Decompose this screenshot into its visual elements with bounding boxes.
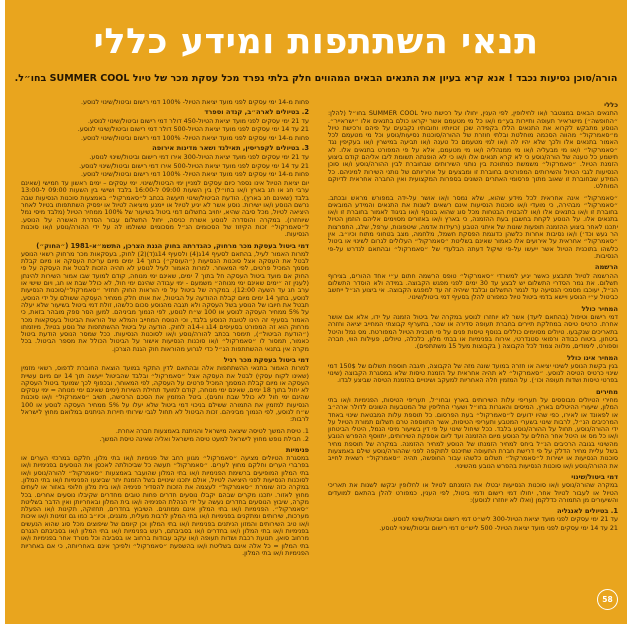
paragraph: ״סאמרקול״ אינה אחראית לכל מידע שהוא, שלא נמסר ו/או אושר על-ידה במפורש מראש ובכתב. ״סאמרקול״ מבהירה, כי מועדי ו/או סוכנות הנסיעות אינם רשאים לשנות את התנאים והמידע המובאים בחוברת זו ו/או בתנאים אלו ו/או להבטיח הבטחות מכל סוג שהוא בנוסף ו/או בניגוד לאמור בחוברת זו ו/או בתנאים אלו. על הנוסע לקחת בחשבון בעת ההזמנה, כי בארץ ו/או באזורים מסוימים אליהם הוזמן הטיול יתכנו לאחר ביצוע ההזמנה תופעות שונות של איתני הטבע (רעידות אדמה, שיטפונות, ערפל, שלג, התפרצות הר געש וכד׳) ו/או נסיבות אחרות כלשהן כדוגמת הפסקת חשמל, מלחמה, מצב בטחוני מתוח וכיו״ב. אין ״סאמרקול״ אחראית על אירועים אלו כאמור שאינם בשליטת ״סאמרקול״ העלולים לגרום לשינוי או ביטול כלשהו בתוכנית הטיול אשר ייעשו על-פי שיקול דעתה הבלעדי של ״סאמרקול״ ובהתאם לנדרש על-פי הנסיבות. [328,193,618,260]
paragraph: בגין בקשת הנוסע לשינוי יציאה או חזרה במועד שונה מזה של הקבוצה, תיגבה תוספת תשלום של 150$ דמי שינוי כרטיס הטיסה לנוסע. ״סאמרקול״ לא תהיה אחראית על הזמנת טיסות שלא במסגרת הקבוצה (שינוי בפרטי טיסות ושדות תעופה וכו׳). על המזמין חלה האחריות למעקב ושינויים בהזמנת הטיסה שביצע לבדו. [328,361,619,385]
paragraph: במקרה שהורה/נוסע ו/או סוכנות הנסיעות יבטלו את הזמנתם לטיול או לחלופין יבקשו לשנות את תאריכי הטיול או לעבור לטיול אחר, יחולו דמי רישום ודמי ביטול, לפי הענין, כמפורט להלן בהתאם למועדים והשיעורים מן התמורה כדלקמן (ואלו לא יוחזרו לנוסע): [328,481,618,504]
section-heading: המחיר כולל [581,304,618,313]
section-heading: דמי ביטול בעסקת מכר מרחוק, כהגדרתה בחוק הגנת הצרכן, התשמ״א-1981 (״החוק״) [36,241,309,250]
fee-line: עד 21 ימי עסקים לפני מועד יציאת הטיול-300 ליש״ט דמי רישום וביטול/שינוי לנוסע. [391,515,618,524]
paragraph: למרות האמור לעיל, בהתאם לסעיף 14ג(4) ולסעיף 14ג(ד)(2) לחוק, בעסקאות מכר מרחוק רשאי הנוסע לבטל את העסקה אצל סוכנות הנסיעות (״העוסק״) בתוך 14 ימים מיום עריכת העסקה או מיום קבלת מסמך המכיל פרטים, לפי המאוחר. למרות האמור לעיל לנוסע לא תהיה הזכות לבטל את העסקה על פי החוק אם מועד ביטול העסקה חל בתוך 7 ימים, שאינם ימי מנוחה, קודם למועד שבו אמור השירות להינתן (לענין זה ״ימים שאינם ימי מנוחה״ משמעם - ימי עבודה שהינם ימי חול, לא כולל שבת או חג, ויום שישי או ערב חג עד השעה 12:00). במקרה של ביטול על פי הוראות החוק תחזיר ״סאמרקול״/סוכנות הנסיעות לנוסע, בתוך 14 ימים מיום קבלת ההודעה על הביטול, את אותו חלק ממחיר העסקה ששולם על ידי הנוסע, תבטל את חיובו של הנוסע בשל העסקה ולא תגבה מהנוסע סכום כלשהו, זולת דמי ביטול בשיעור שלא יעלה על 5% ממחיר העסקה לנוסע או 100 ש״ח לנוסע, לפי הנמוך מביניהם. למען הסר ספק מובהר בזאת, כי האמור בסעיף זה הינו לטובת הנוסע בלבד, וכי הנוסח המחייב והמלא של הוראות הביטול בעסקאות מכר מרחוק הוא זה המפורט בסעיפים 14ג ו-14ה לחוק. הודעה על ביטול ההשתתפות של נוסע בטיול, מיוזמתו (״הודעת הביטול״), תימסר בכתב להורה/נוסע ו/או לסוכנות הנסיעות. ככל שמסר הנוסע הודעת ביטול כאמור, תמסור לו ״סאמרקול״ ו/או סוכנות הנסיעות אישור על הביטול הכולל את מספר הביטול. בכל מקרה אין בתנאי ההשתתפות הנ״ל כדי לגרוע מהוראות חוק הגנת הצרכן. [21,249,310,353]
fee-line: 21 עד 14 ימי עסקים לפני מועד יציאת הטיול-500 אירו דמי רישום וביטול/שינוי לנוסע. [79,161,309,170]
paragraph: במסגרת הטיולים מציעה ״סאמרקול״ מגוון רחב של פנימיות ו/או בתי מלון, חלקם במרכזי הערים או בפרברי הערים וחלקם מחוץ לערים. ״סאמרקול״ תעשה כל שביכולתה לאכסן את הנוסעים בפנימיות ו/או בתי המלון המופיעים ברשימת הפנימיות ו/או בתי המלון שהועבר באמצעות ״סאמרקול״ להורה/נוסע ו/או לסוכנות הנסיעות לפני היציאה לטיול, אולם יתכנו שינויים בשל הזמנת יתר שביצעו הפנימיות ו/או בתי המלון. במקרה כזה שומרת ״סאמרקול״ לעצמה את הזכות להסדיר פנימיה ו/או בית מלון חלופי באזור או לעתים מחוץ לאזור. יתכנו מקרים שבהם יקבלו נוסעים חדרים פחות טובים מחדרים שקיבלו נוסעים אחרים. בכל מקרה, שיבוץ הנוסעים בחדרים נעשה על ידי הנהלת הפנימיה ו/או בית המלון ובאחריותן ואין הדבר בשליטת ״סאמרקול״. הפנימיות ו/או בתי המלון אינם ממוזגים. השיבוץ בחדרים, תחזוקה, תקינות ו/או הפעלת מערכות, שירותים ומתקנים בפנימיות ו/או בתי המלון לרבות מעלית, מזגנים, וכיו״ב כמו גם זמינות ו/או איכות ו/או טיב השירותים והמזון הניתנים בפנימיות ו/או בתי המלון וכן קיומם של שיפוצים מכל סוג שהוא הנעשים בפנימיות ו/או בתי המלון ו/או בחדרים ו/או בסביבתם, רעש בפנימיות ו/או בתי המלון ו/או בסביבתם הנגרם מרחוב סואן, תנועת רכבת ושדות תעופה ו/או עקב עבודות ברחוב או בסביבה וכל מטרד אחר בפנימיות ו/או בתי המלון = כל אלה אינם בשליטת ו/או בהשפעת ״סאמרקול״ ולפיכך אינם באחריותה, כי אם באחריות הפנימיות ו/או בתי המלון. [21,454,309,557]
fee-line: עד 21 ימי עסקים לפני מועד יציאת הטיול-450 דולר דמי רישום וביטול/שינוי לנוסע. [87,116,309,125]
section-heading: 2. בטיולים לארה״ב, קנדה וספרד [204,108,309,117]
fee-line: 1. טיסת המשך לטיסה שיצאה מישראל והניתנת באמצעות חברה אחרת. [115,426,309,435]
section-heading: מחירים [595,387,618,396]
section-heading: 3. בטיולים לקפריסין, תאילנד ושאר מדינות אירופה [152,144,309,153]
section-heading: דמי ביטול בעסקת מכר רגיל [223,356,309,364]
page-number-badge: 58 [597,589,618,610]
paragraph: התנאים הבאים במצטבר ו/או לחילופין, לפי הענין, יחולו על רכישת טיול SUMMER COOL בחו״ל (להלן: ״החופשה״) מישראייר תעופה ותיירות בע״מ ו/או כל מי מטעמם אשר יקראו כולם בתנאים אלו ״ישראייר״. הנוסע מתבקש לקרוא את התנאים הללו בקפידה שכן זכויותיו וחובותיו נקבעים על פיהם ורכישת טיול מ״סאמרקול״ מהווה הסכמה מוחלטת ובלתי חוזרת של ההורה/סוכנות נסיעות/נוסע וכל מי מטעמם לכל האמור בתנאים אלו ולכך שלא יהיו לה ו/או למי מטעמם כל טענה ו/או תביעה במישרין ו/או בעקיפין נגד ״סאמרקול״ ו/או מי מבעליה ו/או מי ממנהליה ו/או מי מטעמם, אלא על פי המפורט בתנאים אלו. לא תישמע כל טענה של הורה/נוסע כי לא קרא תנאים אלו ו/או כי לא הופנתה תשומת ליבו אליהם קודם ביצוע הזמנת הטיול. ״סאמרקול״ משמשת כמתווכת בין נותני השירותים שבחוברת לבין ההורה/נוסע ו/או סוכן הנסיעות לגבי הטיול והשירותים המפורטים בחוברת זו ומבצעים על אחריותם של נותני השירות למיניהם. כל המידע שבחוברת זו שאוב מתוך פרסומי האתרים השונים בספרות המקצועית ואין החברה אחראית לדיוקם המוחלט. [328,109,618,191]
section-heading: המחיר אינו כולל [566,353,618,362]
paragraph: למרות האמור בתנאי ההשתתפות אלה ובהתאם לדין התקף במועד הוצאת החוברת לדפוס, רשאי מזמין (שאינו לקוח עסקי) לבטל את העסקה אצל ״סאמרקול״ ובלבד שהביטול ייעשה תוך 14 יום מיום עשיית העסקה או מיום קבלת המסמך המכיל פרטים על העסקה, לפי המאוחר, ובכפוף לכך שמועד ביטול העסקה לא יחול בתוך 18 ימים, שאינם ימי מנוחה, קודם למועד תחילת השירות (ימים שאינם ימי מנוחה = ימי עסקים שהינם ימי חול לא כולל שבת וחגים). ביטל המזמין את הסכם הרכישה, תשיב ״סאמרקול״ ו/או סוכנות הנסיעות למזמין את התמורה ששילם בניכוי דמי ביטול שלא יעלו על 5% ממחיר העסקה לנוסע או 100 ש״ח לנוסע, לפי הנמוך מביניהם. זכות הביטול לא תחול לגבי שירותי תיירות הניתנים במלואם מחוץ לישראל לרבות: [21,364,310,424]
column-right [328,99,618,534]
fee-line: 2. חבילת נופש מחוץ לישראל למעט טיסה מישראל ואליה שאינה טיסת המשך. [99,435,309,444]
paragraph: דמי רישום וטיפול (בהתאם ליעד) אשר לא יוחזרו לנוסע במקרה של ביטול הזמנה על ידו, אלא אם אושר אחרת. כרטיס טיסה במחלקת תיירים בחברת תעופה סדירה או שכר, בתעריף קבוצתי המחייב יציאה וחזרה בתאריכים שנקבעו. טיולים מסוימים כוללים בנוסף טיסות פנים על פי תוכנית הטיול המפורטת. מס נמל והיטל ביטחון, ביטוח כבודה ורפואי סטנדרטי, אירוח בפנימיות או בבתי מלון, כלכלה, טיולים, פעילות הווי, חברה וספורט, לימודים, מלווה צמוד לכל הקבוצה ( בקבוצות מעל 15 משתתפים). [328,313,618,351]
page [5,0,627,624]
paragraph: יום יציאת הטיול אינו נספר כיום עסקים למניין ימי הביטול/שינוי. ימי עסקים – ימים ראשון עד חמישי (שאינם ערבי חג או חג בארץ ו/או בחו״ל) בין השעות 09:00 ל-16:00 בלבד ושישי בין השעות 09:00 ל-13:00 בלבד (שאינם חג בארץ). הודעת הביטול/שינוי תיעשה בכתב ל״סאמרקול״ באמצעות סוכנות הנסיעות שבה נרשם הנוסע ו/או ישירות. נוסע אשר לא יגיע לטיול או יימנע מיציאה לטיול או יפסיק השתתפותו בטיול לאחר היציאה לטיול, מכל סיבה שהיא, יחויב בתשלום דמי ביטול בשיעור של 100% ממחיר הטיול (מלבד מיסי נמל שיוחזרו). במקרה והוסדרה לנוסע אשרת כניסה, יחול התשלום עבור הסדרת האשרה על הנוסע. ל״סאמרקול״ זכות הקיזוז של הסכומים הנ״ל מסכומים ששולמו לה על ידי ההורה/נוסע ו/או סוכנות הנסיעות. [21,179,309,239]
page-subtitle: הורה/סוכן נסיעות נכבד ! אנא קרא בעיון את התנאים הבאים המהווים חלק בלתי נפרד מכל עסקת מכר של טיול SUMMER COOL בחו״ל. [14,73,618,84]
section-heading: 1. בטיולים לאנגליה [557,507,618,516]
fee-line: פחות מ-14 ימי עסקים לפני מועד יציאת הטיול- 100% דמי רישום וביטול/שינוי לנוסע. [81,134,309,143]
section-heading: כללי [604,101,618,109]
paragraph: מחירי הטיולים מבוססים על תעריפי עלות השירותים בארץ ובחו״ל, תעריפי הטיסות, הפנימיות ו/או בתי המלון, שיעורי ההיטלים בארץ, המיסים והאגרות בחו״ל ושערי החליפין של המטבעות השונים לדולר ארה״ב או לפאונד או לאירו, כפי שהיו ידועים ל״סאמרקול״ בעת הפרסום. כל תוספת עלות המבטאת שינוי באחד המרכיבים הנ״ל, לרבות שינוי בשערי המטבע ותעריפי הטיסות, אשר התווספה טרם תשלום תמורת הטיול על ידי ההורה/נוסע, תחול על ההורה/נוסע בלבד. ככל שיחול שינוי על פי דין בשיעור מיסי הנמל, היטלי הביטחון ו/או כל מס או היטל אחר החלים על הנוסע מיום ההזמנה ועד ליום אספקת השירותים, יתווסף ההפרש הנובע מהשינוי בגובה הרכיבים הנ״ל ביחס למחיר הזמנתו של הנוסע למחיר ההזמנה. במקרה של תוספת מחיר בשל עליית מחיר הדלק על פי דרישת חברת התעופה שתיכנס לתוקפה לפני שההורה/נוסע שילם באמצעות סוכנות הנסיעות או ישירות ל״סאמרקול״ תשלום כלשהו עבור החופשה, תהיה ״סאמרקול״ רשאית לחייב את ההורה/נוסע ו/או סוכנות הנסיעות בהפרש הנובע מהשינוי. [328,395,618,470]
section-heading: דמי ביטול/שינוי [571,472,618,481]
paragraph: ההרשמה לטיול תתבצע כאשר יגיע למשרדי ״סאמרקול״ טופס הרשמה חתום ע״י אחד ההורים, בצירוף תשלום. את גמר הסדרי התשלום יש לבצע עד 30 ימים לפני מפגש הקבוצה. במידה ולא הוסדר התשלום הנ״ל, יעוכבו מסמכי הנסיעה עד לגמר התשלום ובלבד שיהיה זה עד למפגש הקבוצה. אי ביצוע הנ״ל ייחשב כביטול ע״י הנוסע ויישא בדמי ביטול טיול כמפורט להלן בסעיף דמי ביטול/שינוי. [328,271,619,302]
fee-line: 21 עד 14 ימי עסקים לפני מועד יציאת הטיול- 500 ליש״ט דמי רישום וביטול/שינוי לנוסע. [379,524,618,533]
section-heading: הרשמה [594,263,618,272]
fee-line: עד 21 ימי עסקים לפני מועד יציאת הטיול-300 אירו דמי רישום וביטול/שינוי לנוסע. [89,152,309,161]
fee-line: 21 עד 14 ימי עסקים לפני מועד יציאת הטיול-500 דולר דמי רישום וביטול/שינוי לנוסע. [77,125,309,134]
fee-line: פחות מ-14 ימי עסקים לפני מועד יציאת הטיול- 100% דמי רישום וביטול/שינוי לנוסע. [81,98,309,106]
fee-line: פחות מ-14 ימי עסקים לפני מועד יציאת הטיול- 100% דמי רישום וביטול/שינוי לנוסע. [81,170,309,179]
page-title: תנאי השתתפות ומידע כללי [93,22,539,62]
section-heading: פנימיות [285,445,309,454]
column-left [21,99,309,561]
